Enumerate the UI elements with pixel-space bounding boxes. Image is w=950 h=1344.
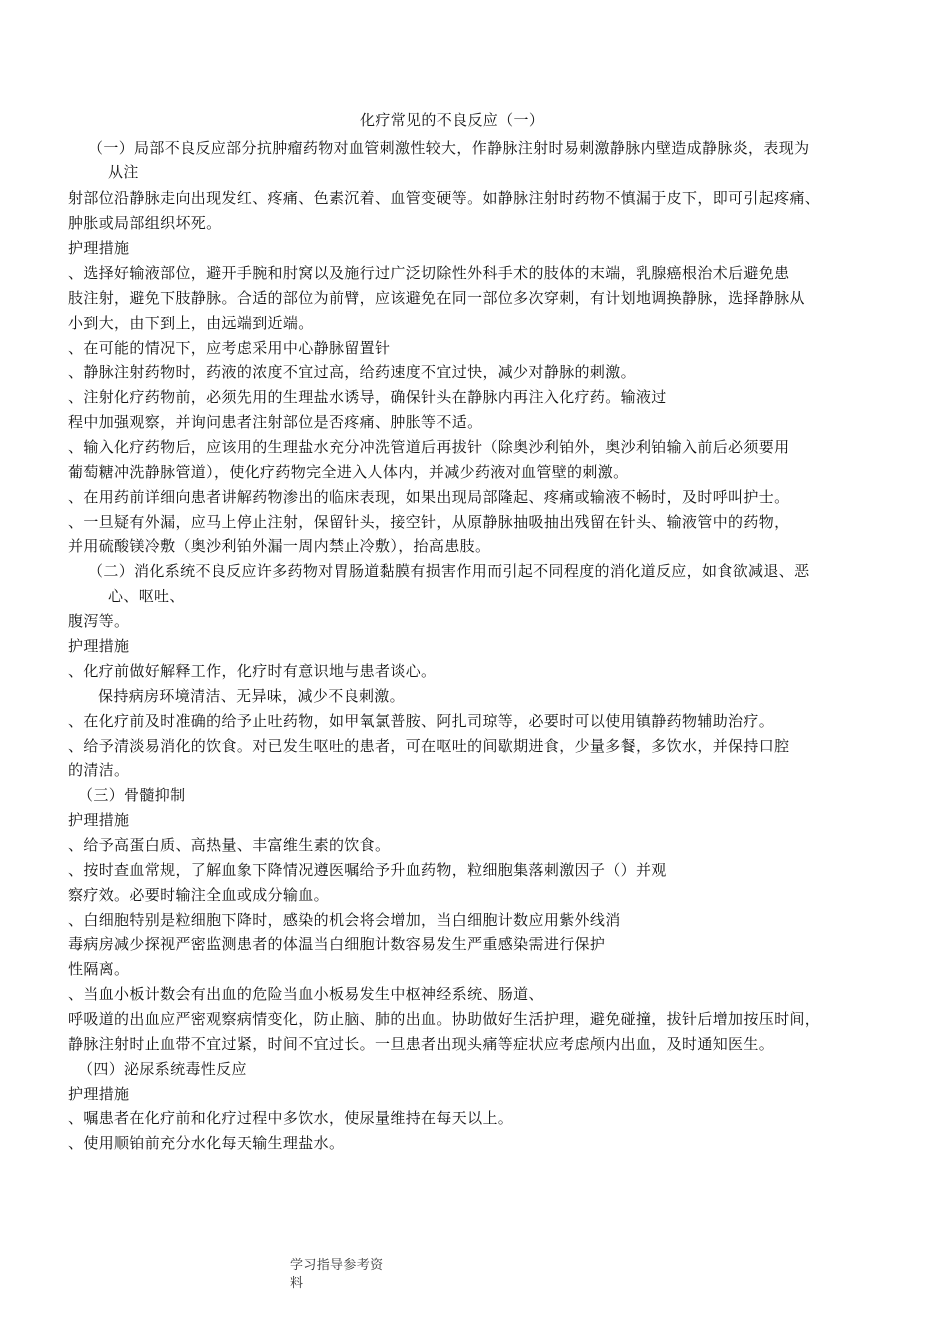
text-line: 程中加强观察，并询问患者注射部位是否疼痛、肿胀等不适。 xyxy=(68,413,483,431)
text-line: 、在可能的情况下，应考虑采用中心静脉留置针 xyxy=(68,339,391,357)
footer-text: 料 xyxy=(290,1276,304,1291)
text-line: （二）消化系统不良反应许多药物对胃肠道黏膜有损害作用而引起不同程度的消化道反应，如食欲减退、恶 xyxy=(88,562,810,580)
text-line: 射部位沿静脉走向出现发红、疼痛、色素沉着、血管变硬等。如静脉注射时药物不慎漏于皮下，即可引起疼痛、 xyxy=(68,189,821,207)
text-line: 、静脉注射药物时，药液的浓度不宜过高，给药速度不宜过快，减少对静脉的刺激。 xyxy=(68,363,636,381)
text-line: 毒病房减少探视严密监测患者的体温当白细胞计数容易发生严重感染需进行保护 xyxy=(68,935,606,953)
text-line: 、白细胞特别是粒细胞下降时，感染的机会将会增加，当白细胞计数应用紫外线消 xyxy=(68,911,621,929)
footer-text: 学习指导参考资 xyxy=(290,1258,384,1273)
text-line: 察疗效。必要时输注全血或成分输血。 xyxy=(68,886,329,904)
text-line: （四）泌尿系统毒性反应 xyxy=(78,1060,247,1078)
section-heading: 护理措施 xyxy=(68,239,130,257)
text-line: 、输入化疗药物后，应该用的生理盐水充分冲洗管道后再拔针（除奥沙利铂外，奥沙利铂输入前后必须要用 xyxy=(68,438,790,456)
text-line: 的清洁。 xyxy=(68,761,130,779)
section-heading: 护理措施 xyxy=(68,811,130,829)
text-line: 呼吸道的出血应严密观察病情变化，防止脑、肺的出血。协助做好生活护理，避免碰撞，拔针后增加按压时间， xyxy=(68,1010,821,1028)
text-line: 、化疗前做好解释工作，化疗时有意识地与患者谈心。 xyxy=(68,662,437,680)
text-line: 、在化疗前及时准确的给予止吐药物，如甲氧氯普胺、阿扎司琼等，必要时可以使用镇静药物辅助治疗。 xyxy=(68,712,775,730)
text-line: 肿胀或局部组织坏死。 xyxy=(68,214,222,232)
page-title: 化疗常见的不良反应（一） xyxy=(360,111,545,129)
text-line: （三）骨髓抑制 xyxy=(78,786,186,804)
text-line: 性隔离。 xyxy=(68,960,130,978)
text-line: 、嘱患者在化疗前和化疗过程中多饮水，使尿量维持在每天以上。 xyxy=(68,1109,514,1127)
text-line: 、注射化疗药物前，必须先用的生理盐水诱导，确保针头在静脉内再注入化疗药。输液过 xyxy=(68,388,667,406)
text-line: 、按时查血常规，了解血象下降情况遵医嘱给予升血药物，粒细胞集落刺激因子（）并观 xyxy=(68,861,667,879)
text-line: 腹泻等。 xyxy=(68,612,130,630)
text-line: 、一旦疑有外漏，应马上停止注射，保留针头，接空针，从原静脉抽吸抽出残留在针头、输液管中的药物， xyxy=(68,513,790,531)
text-line: 并用硫酸镁冷敷（奥沙利铂外漏一周内禁止冷敷），抬高患肢。 xyxy=(68,537,491,555)
text-line: 、在用药前详细向患者讲解药物渗出的临床表现，如果出现局部隆起、疼痛或输液不畅时，及时呼叫护士。 xyxy=(68,488,790,506)
text-line: 心、呕吐、 xyxy=(108,587,185,605)
section-heading: 护理措施 xyxy=(68,1085,130,1103)
text-line: 、给予高蛋白质、高热量、丰富维生素的饮食。 xyxy=(68,836,391,854)
text-line: 从注 xyxy=(108,163,139,181)
text-line: 葡萄糖冲洗静脉管道），使化疗药物完全进入人体内，并减少药液对血管壁的刺激。 xyxy=(68,463,629,481)
text-line: 小到大，由下到上，由远端到近端。 xyxy=(68,314,314,332)
section-heading: 护理措施 xyxy=(68,637,130,655)
text-line: 、选择好输液部位，避开手腕和肘窝以及施行过广泛切除性外科手术的肢体的末端，乳腺癌根治术后避免患 xyxy=(68,264,790,282)
text-line: 肢注射，避免下肢静脉。合适的部位为前臂，应该避免在同一部位多次穿刺，有计划地调换静脉，选择静脉从 xyxy=(68,289,805,307)
text-line: 静脉注射时止血带不宜过紧，时间不宜过长。一旦患者出现头痛等症状应考虑颅内出血，及时通知医生。 xyxy=(68,1035,775,1053)
text-line: （一）局部不良反应部分抗肿瘤药物对血管刺激性较大，作静脉注射时易刺激静脉内壁造成静脉炎，表现为 xyxy=(88,139,810,157)
text-line: 、当血小板计数会有出血的危险当血小板易发生中枢神经系统、肠道、 xyxy=(68,985,544,1003)
text-line: 保持病房环境清洁、无异味，减少不良刺激。 xyxy=(98,687,406,705)
text-line: 、给予清淡易消化的饮食。对已发生呕吐的患者，可在呕吐的间歇期进食，少量多餐，多饮水，并保持口腔 xyxy=(68,737,790,755)
text-line: 、使用顺铂前充分水化每天输生理盐水。 xyxy=(68,1134,345,1152)
